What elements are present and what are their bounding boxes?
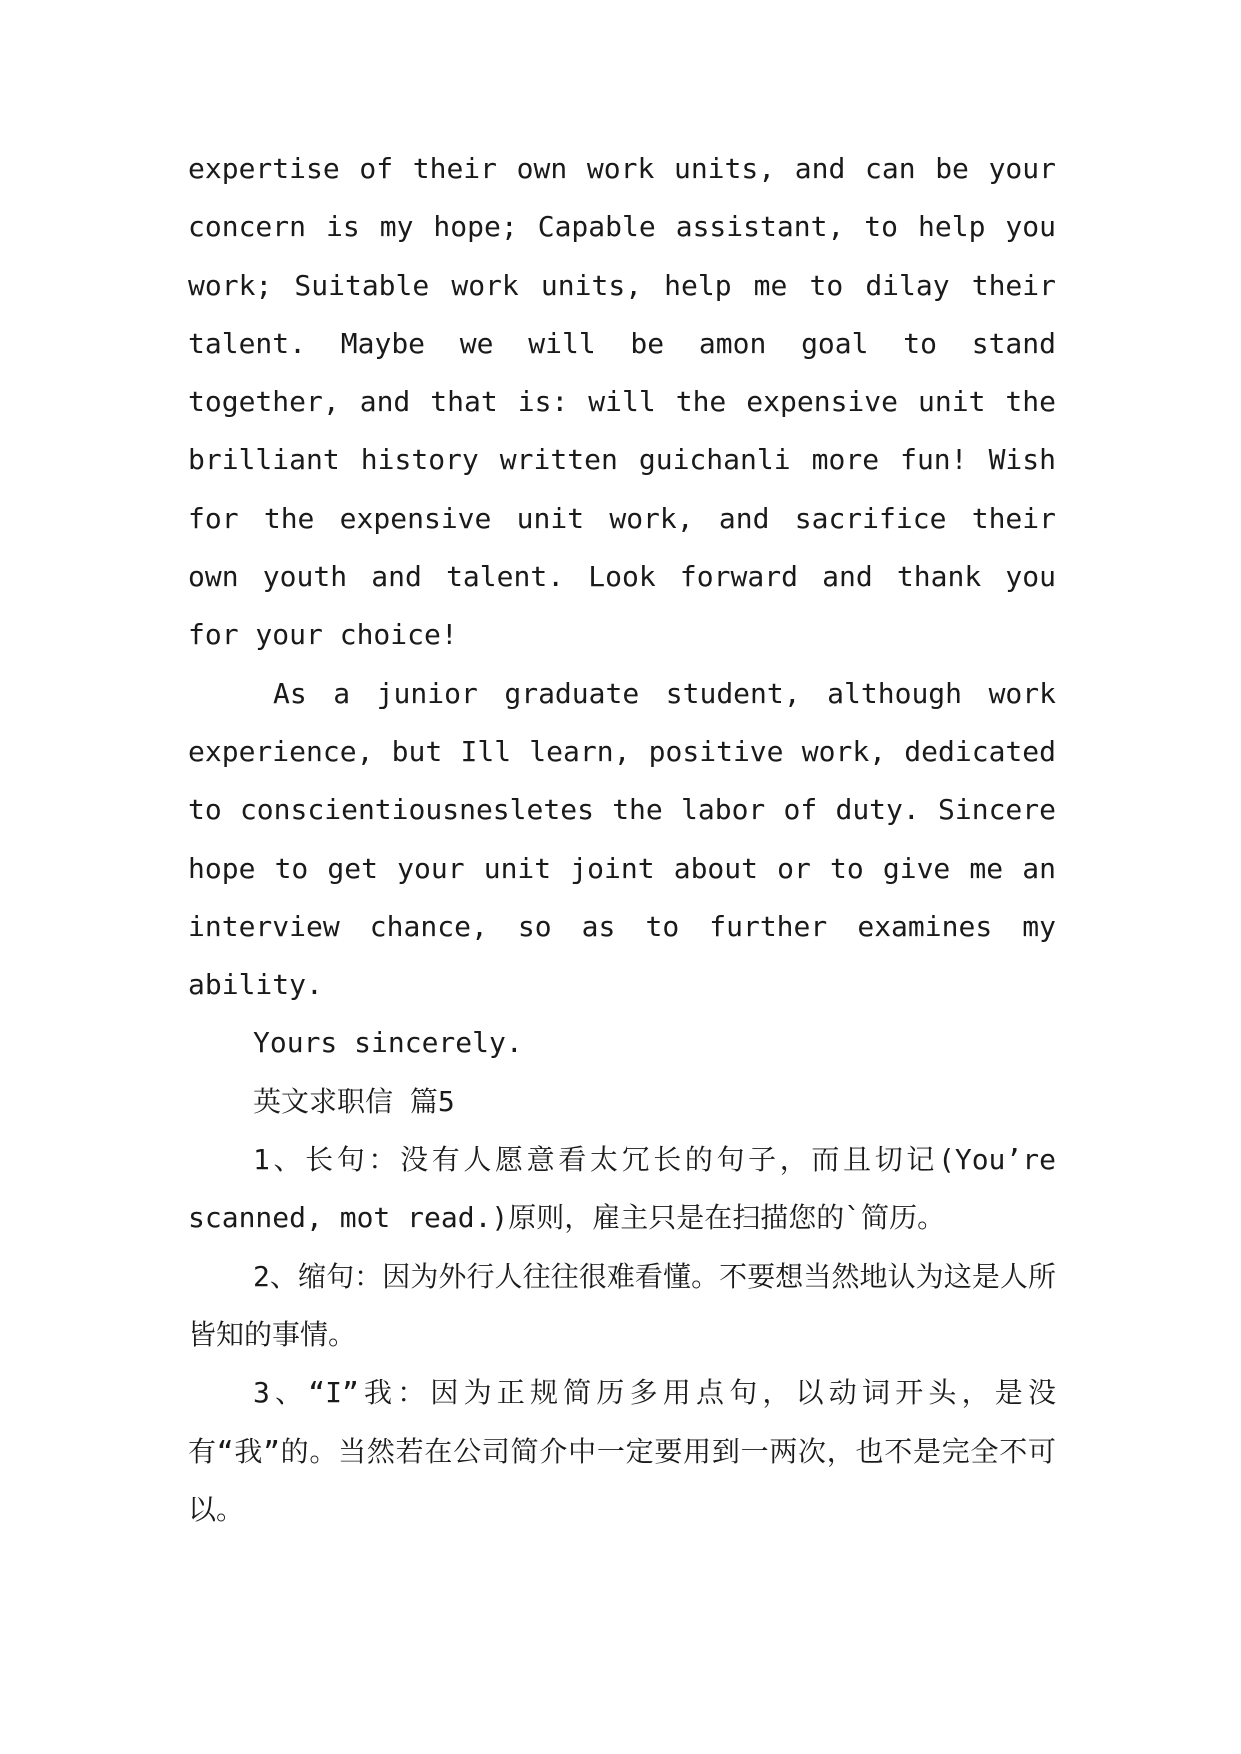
document-body [188, 140, 1056, 1539]
paragraph-sign-off: Yours sincerely. [253, 1026, 523, 1060]
paragraph-cover-letter-closing: expertise of their own work units, and can be your concern is my hope; Capable assistant, to help you work; Suitable work units, help me to dilay their talent. Maybe we will be amon goal to stand together, and that is: will the expensive unit the brilliant history written guichanli more fun! Wish for the expensive unit work, and sacrifice their own youth and talent. Look forward and thank you for your choice! [188, 152, 1056, 652]
section-heading: 英文求职信 篇5 [253, 1084, 455, 1118]
list-item-abbreviations: 2、缩句：因为外行人往往很难看懂。不要想当然地认为这是人所皆知的事情。 [188, 1259, 1056, 1351]
paragraph-junior-graduate: As a junior graduate student, although work experience, but Ill learn, positive work, dedicated to conscientiousnesletes the labor of duty. Sincere hope to get your unit joint about or to give me an interview chance, so as to further examines my ability. [188, 676, 1056, 1002]
list-item-first-person: 3、“I”我：因为正规简历多用点句，以动词开头，是没有“我”的。当然若在公司简介中一定要用到一两次，也不是完全不可以。 [188, 1376, 1056, 1526]
list-item-long-sentences: 1、长句：没有人愿意看太冗长的句子，而且切记(You’re scanned, mot read.)原则，雇主只是在扫描您的`简历。 [188, 1143, 1056, 1235]
